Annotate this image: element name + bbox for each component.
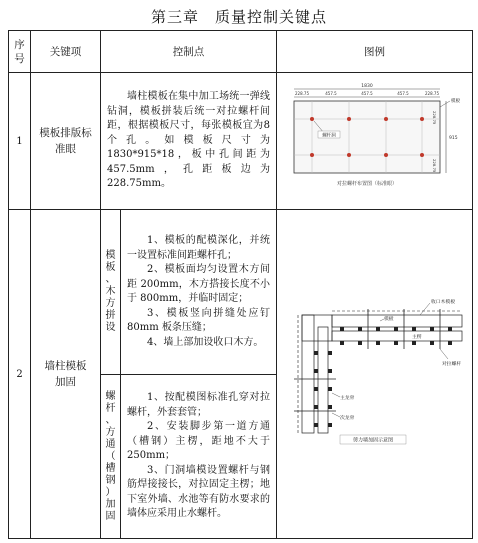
sub2-text: [121, 375, 277, 539]
sub1-item-4: 4、墙上部加设收口木方。: [147, 336, 264, 348]
top-studs: [340, 327, 452, 345]
wall-left-outline: [302, 315, 314, 433]
row2-key-line2: 加固: [55, 376, 76, 388]
dim-right-small-1: 228.75: [431, 111, 437, 125]
header-index: [9, 31, 31, 73]
bolt-hole: [420, 117, 424, 121]
bolt-label: 螺杆洞: [321, 133, 336, 139]
bolt-hole: [310, 117, 314, 121]
dim-right-label: 915: [448, 136, 458, 141]
bolt-hole: [384, 117, 388, 121]
header-key: 关键项: [31, 31, 101, 73]
row2-figure: [277, 210, 473, 539]
bolt-hole: [310, 153, 314, 157]
sub1-item-3: 3、模板竖向拼缝处应钉 80mm 板条压缝；: [127, 307, 270, 333]
sub1-label: [101, 210, 121, 375]
bolt-hole: [347, 153, 351, 157]
quality-control-table: [8, 30, 473, 539]
table-row: [9, 73, 473, 210]
dim-total-label: 1830: [360, 84, 373, 89]
shear-wall-reinforcement-diagram: [280, 293, 470, 453]
board-label: 模板: [450, 99, 460, 104]
sub1-item-1: 1、模板的配模深化，并统一设置标准间距螺杆孔；: [127, 235, 270, 261]
row1-index: 1: [9, 73, 31, 210]
header-figure: 图例: [277, 31, 473, 73]
table-header-row: [9, 31, 473, 73]
sub2-label-char: （: [105, 450, 116, 462]
sub1-label-char: 拼: [105, 310, 116, 321]
wall-top-outline: [332, 315, 462, 327]
sub1-text: [121, 210, 277, 375]
board-label-leader: [440, 101, 450, 107]
sub2-item-2: 2、安装脚步第一道方通（槽钢）主楞，距地不大于250mm；: [127, 421, 270, 462]
wall-top-inner: [332, 331, 462, 341]
dim-right-small-2: 228.75: [431, 159, 437, 173]
corner-block: [302, 315, 332, 341]
left-studs: [314, 351, 332, 427]
label-muban: 模板: [383, 316, 394, 322]
leader: [332, 413, 340, 417]
row2-index: 2: [9, 210, 31, 539]
sub1-label-char: 方: [105, 298, 116, 309]
row1-key-line2: 准眼: [55, 143, 76, 155]
label-zhuleng: 主楞: [411, 334, 422, 340]
page-title: 第三章 质量控制关键点: [150, 8, 327, 26]
dim-seg-5: 228.75: [424, 91, 439, 96]
sub1-label-char: 木: [105, 286, 116, 297]
sub2-label: [101, 375, 121, 539]
row2-key: [31, 210, 101, 539]
sub2-label-char: 钢: [105, 474, 116, 486]
leader: [332, 393, 340, 397]
sub1-label-char: 板: [105, 262, 116, 273]
sub2-item-1: 1、按配模图标准孔穿对拉螺杆，外套套管；: [127, 392, 270, 418]
dim-seg-3: 457.5: [360, 91, 373, 96]
header-control: 控制点: [101, 31, 277, 73]
bolt-hole: [347, 117, 351, 121]
leader: [420, 303, 430, 315]
sub2-label-char: 槽: [105, 462, 116, 474]
label-cileng: 次龙骨: [339, 415, 354, 421]
bolt-hole: [420, 153, 424, 157]
wall-left-inner: [318, 327, 328, 433]
label-duila: 对拉螺杆: [441, 361, 461, 367]
bolt-hole: [384, 153, 388, 157]
leader: [440, 349, 448, 359]
sub1-label-char: 、: [105, 274, 116, 285]
header-index-line2: 号: [14, 52, 25, 65]
row2-key-line1: 墙柱模板: [44, 360, 87, 372]
dim-seg-2: 457.5: [324, 91, 337, 96]
sub2-label-char: ）: [105, 486, 116, 498]
bolt-layout-diagram: [280, 77, 470, 202]
row1-paragraph: 墙柱模板在集中加工场统一弹线钻洞，模板拼装后统一对拉螺杆间距，根据模板尺寸，每张模板宜为8个孔。如模板尺寸为1830*915*18，板中孔间距为457.5mm，孔距板边为228.75mm。: [107, 91, 270, 190]
sub2-label-char: 螺: [105, 390, 116, 402]
sub2-label-char: 通: [105, 438, 116, 450]
label-shoukou: 收口木模板: [430, 299, 455, 305]
row1-control-text: [101, 73, 277, 210]
sub2-label-char: 杆: [105, 402, 116, 414]
sub1-item-2: 2、模板面均匀设置木方间距 200mm，木方搭接长度不小于 800mm，并临时固定；: [127, 264, 270, 304]
board-rect: [294, 101, 440, 173]
sub2-label-char: 固: [105, 510, 116, 522]
dim-seg-4: 457.5: [396, 91, 409, 96]
sub2-label-char: 加: [105, 498, 116, 510]
dim-seg-1: 228.75: [294, 91, 309, 96]
row1-key-line1: 模板排版标: [39, 127, 92, 139]
sub2-item-3: 3、门洞墙模设置螺杆与钢筋焊接接长，对拉固定主楞；地下室外墙、水池等有防水要求的墙体应采用止水螺杆。: [127, 464, 270, 520]
row1-figure: [277, 73, 473, 210]
label-zhulengv: 主龙骨: [339, 395, 354, 401]
row1-figure-caption: 对拉螺杆布置图（标准眼）: [336, 181, 397, 187]
sub2-label-char: 、: [105, 414, 116, 426]
sub1-label-char: 设: [105, 322, 116, 333]
sub1-label-char: 模: [105, 250, 116, 261]
header-index-line1: 序: [14, 38, 25, 51]
row2-figure-caption: 剪力墙加固示意图: [352, 437, 393, 443]
table-row: [9, 210, 473, 375]
row1-key: [31, 73, 101, 210]
sub2-label-char: 方: [105, 426, 116, 438]
